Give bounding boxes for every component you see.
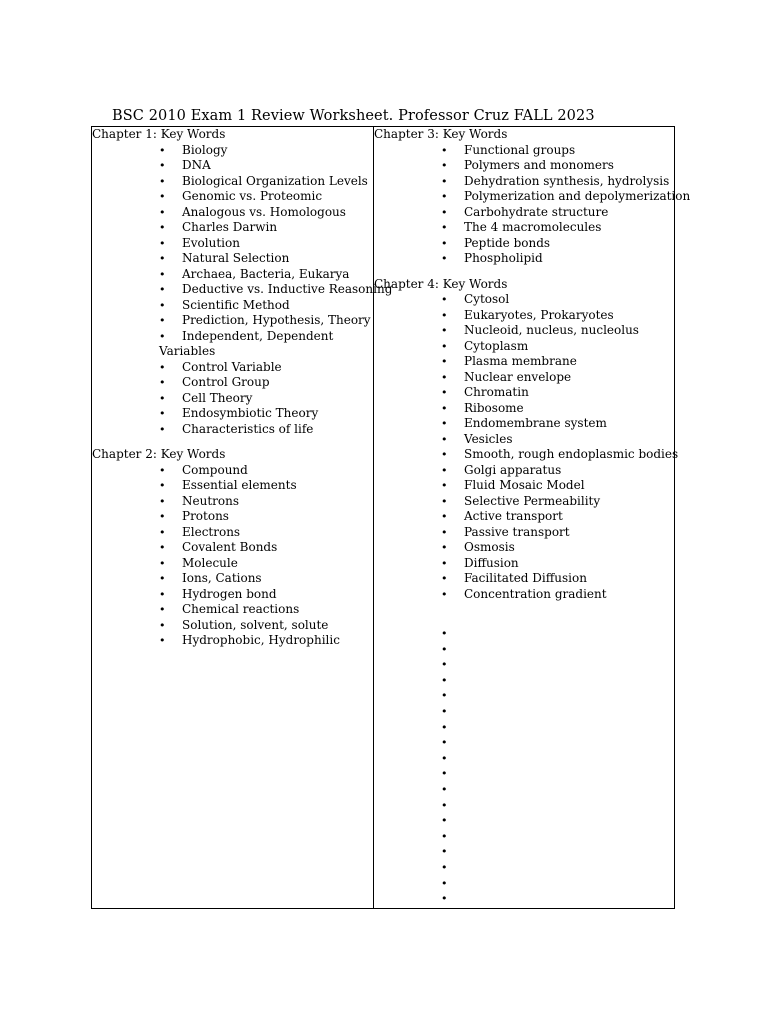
- term: • Archaea, Bacteria, Eukarya: [92, 267, 373, 283]
- empty-bullet: [374, 892, 674, 908]
- term: • Cytosol: [374, 292, 674, 308]
- term: • Hydrophobic, Hydrophilic: [92, 633, 373, 649]
- term: • Control Group: [92, 375, 373, 391]
- right-column: [374, 127, 691, 908]
- term: • Diffusion: [374, 556, 674, 572]
- chapter-2-terms: [92, 463, 373, 649]
- term: • Biological Organization Levels: [92, 174, 373, 190]
- empty-bullet: [374, 736, 674, 752]
- term: • Smooth, rough endoplasmic bodies: [374, 447, 674, 463]
- term: • Electrons: [92, 525, 373, 541]
- term: • Solution, solvent, solute: [92, 618, 373, 634]
- empty-bullet: [374, 752, 674, 768]
- term: • Natural Selection: [92, 251, 373, 267]
- term: • Cell Theory: [92, 391, 373, 407]
- worksheet-title: BSC 2010 Exam 1 Review Worksheet. Professor Cruz FALL 2023: [112, 108, 595, 124]
- term: • Neutrons: [92, 494, 373, 510]
- term: • Passive transport: [374, 525, 674, 541]
- term-continuation: Variables: [159, 344, 216, 358]
- empty-bullet: [374, 689, 674, 705]
- term: • Peptide bonds: [374, 236, 674, 252]
- empty-bullet: [374, 845, 674, 861]
- empty-bullet: [374, 799, 674, 815]
- term: • Cytoplasm: [374, 339, 674, 355]
- empty-bullet: [374, 814, 674, 830]
- term: • Active transport: [374, 509, 674, 525]
- empty-bullet: [374, 877, 674, 893]
- term: • Analogous vs. Homologous: [92, 205, 373, 221]
- term: • Covalent Bonds: [92, 540, 373, 556]
- term: • Eukaryotes, Prokaryotes: [374, 308, 674, 324]
- term-line: Independent, Dependent: [182, 328, 334, 343]
- term: • Golgi apparatus: [374, 463, 674, 479]
- term: • Ribosome: [374, 401, 674, 417]
- left-column: [92, 127, 393, 649]
- empty-bullet: [374, 830, 674, 846]
- term: • Prediction, Hypothesis, Theory: [92, 313, 373, 329]
- spacer: [92, 437, 373, 447]
- chapter-3-heading: Chapter 3: Key Words: [374, 127, 508, 141]
- chapter-1-heading: Chapter 1: Key Words: [92, 127, 226, 141]
- term: • Nuclear envelope: [374, 370, 674, 386]
- chapter-4-heading: Chapter 4: Key Words: [374, 276, 508, 291]
- term: • Molecule: [92, 556, 373, 572]
- term: • Protons: [92, 509, 373, 525]
- term: • Control Variable: [92, 360, 373, 376]
- term: • Phospholipid: [374, 251, 674, 267]
- empty-bullet: [374, 643, 674, 659]
- empty-bullet: [374, 705, 674, 721]
- term: • Chemical reactions: [92, 602, 373, 618]
- term: • Endomembrane system: [374, 416, 674, 432]
- term: • Vesicles: [374, 432, 674, 448]
- term: • Fluid Mosaic Model: [374, 478, 674, 494]
- empty-bullet: [374, 783, 674, 799]
- term: • Genomic vs. Proteomic: [92, 189, 373, 205]
- term: • Evolution: [92, 236, 373, 252]
- term: • Ions, Cations: [92, 571, 373, 587]
- term: • Hydrogen bond: [92, 587, 373, 603]
- chapter-4-terms: [374, 292, 679, 602]
- term: • Endosymbiotic Theory: [92, 406, 373, 422]
- empty-bullet: [374, 674, 674, 690]
- term: [92, 329, 373, 360]
- term: • Biology: [92, 143, 373, 159]
- term: • Nucleoid, nucleus, nucleolus: [374, 323, 674, 339]
- key-words-table: [91, 126, 691, 909]
- term: • The 4 macromolecules: [374, 220, 674, 236]
- chapter-1-terms: [92, 142, 393, 438]
- spacer: [374, 267, 674, 277]
- term: • Essential elements: [92, 478, 373, 494]
- term: • Deductive vs. Inductive Reasoning: [92, 282, 373, 298]
- term: • Functional groups: [374, 143, 674, 159]
- term: • Charles Darwin: [92, 220, 373, 236]
- spacer: [374, 602, 674, 627]
- term: • Polymerization and depolymerization: [374, 189, 674, 205]
- term: • Concentration gradient: [374, 587, 674, 603]
- empty-bullet: [374, 767, 674, 783]
- empty-bullet: [374, 658, 674, 674]
- chapter-3-terms: [374, 142, 691, 267]
- term: • Scientific Method: [92, 298, 373, 314]
- empty-bullet: [374, 721, 674, 737]
- term: • Plasma membrane: [374, 354, 674, 370]
- term: • Osmosis: [374, 540, 674, 556]
- empty-bullet-list: [374, 627, 674, 908]
- term: • Dehydration synthesis, hydrolysis: [374, 174, 674, 190]
- term: • Facilitated Diffusion: [374, 571, 674, 587]
- term: • DNA: [92, 158, 373, 174]
- term: • Carbohydrate structure: [374, 205, 674, 221]
- term: • Selective Permeability: [374, 494, 674, 510]
- empty-bullet: [374, 627, 674, 643]
- term: • Chromatin: [374, 385, 674, 401]
- term: • Compound: [92, 463, 373, 479]
- term: • Polymers and monomers: [374, 158, 674, 174]
- term: • Characteristics of life: [92, 422, 373, 438]
- chapter-2-heading: Chapter 2: Key Words: [92, 447, 226, 461]
- empty-bullet: [374, 861, 674, 877]
